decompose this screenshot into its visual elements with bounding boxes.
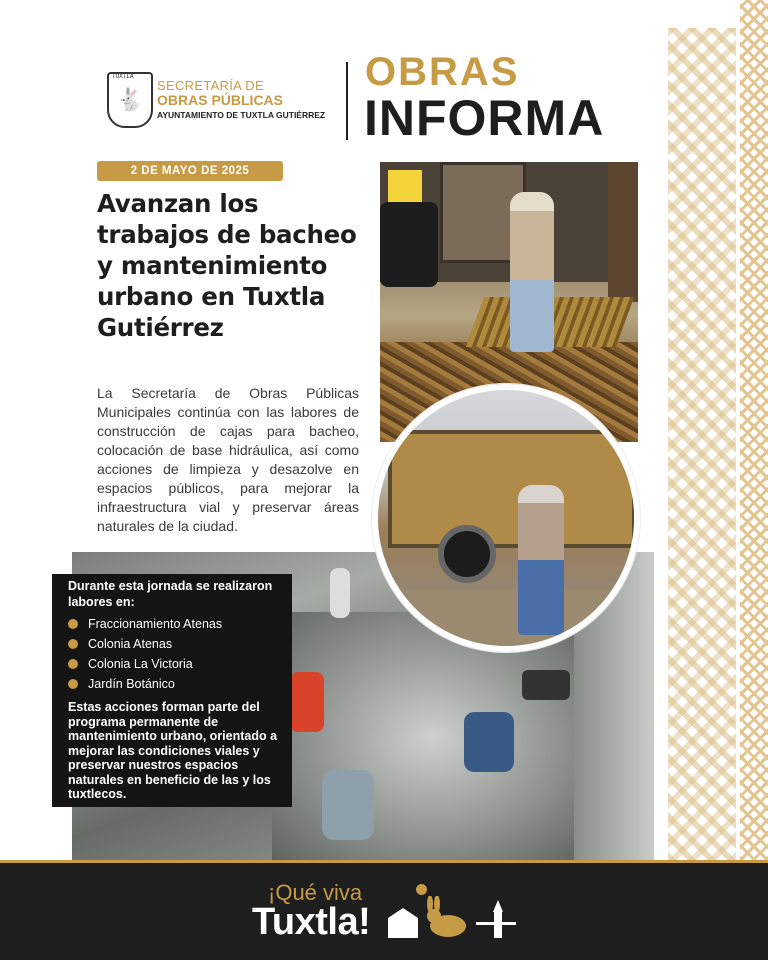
- brand-title-informa: INFORMA: [364, 90, 605, 146]
- location-label: Jardín Botánico: [88, 677, 175, 691]
- list-item: [68, 634, 278, 654]
- slogan-bottom: Tuxtla!: [252, 901, 371, 943]
- bullet-dot-icon: [68, 639, 78, 649]
- bullet-dot-icon: [68, 659, 78, 669]
- sun-icon: [416, 884, 427, 895]
- secretaria-line-1: SECRETARÍA DE: [157, 78, 264, 93]
- info-box-intro: Durante esta jornada se realizaron labores en:: [68, 579, 273, 609]
- location-label: Colonia La Victoria: [88, 657, 193, 671]
- article-headline: Avanzan los trabajos de bacheo y mantenimiento urbano en Tuxtla Gutiérrez: [97, 189, 357, 342]
- info-box-outro: Estas acciones forman parte del programa permanente de mantenimiento urbano, orientado a mejorar las condiciones viales y preservar nuestros espacios naturales en beneficio de las y los tuxtlecos.: [68, 700, 278, 801]
- decorative-pattern-strip: [668, 28, 736, 860]
- rabbit-icon: 🐇: [116, 87, 144, 113]
- date-badge: 2 DE MAYO DE 2025: [97, 161, 283, 181]
- list-item: [68, 674, 278, 694]
- footer-bar: [0, 863, 768, 960]
- header-divider: [346, 62, 348, 140]
- photo-worker-truck-circle: [372, 384, 640, 652]
- brand-title-obras: OBRAS: [365, 50, 520, 94]
- secretaria-line-3: AYUNTAMIENTO DE TUXTLA GUTIÉRREZ: [157, 110, 326, 120]
- work-locations-box: [52, 574, 292, 807]
- list-item: [68, 614, 278, 634]
- secretaria-line-2: OBRAS PÚBLICAS: [157, 92, 284, 108]
- bullet-dot-icon: [68, 619, 78, 629]
- list-item: [68, 654, 278, 674]
- slogan-top: ¡Qué viva: [268, 880, 363, 905]
- municipal-shield-logo: [107, 72, 153, 128]
- location-label: Fraccionamiento Atenas: [88, 617, 223, 631]
- locations-list: [68, 614, 278, 694]
- city-skyline-rabbit-icon: [386, 896, 516, 940]
- decorative-pattern-border: [740, 0, 768, 860]
- article-body: La Secretaría de Obras Públicas Municipales continúa con las labores de construcción de cajas para bacheo, colocación de base hidráulica, así como acciones de limpieza y desazolve en espacios públicos, para mejorar la infraestructura vial y preservar áreas naturales de la ciudad.: [97, 385, 359, 534]
- bullet-dot-icon: [68, 679, 78, 689]
- location-label: Colonia Atenas: [88, 637, 173, 651]
- logo-caption: TUXTLA: [112, 73, 134, 80]
